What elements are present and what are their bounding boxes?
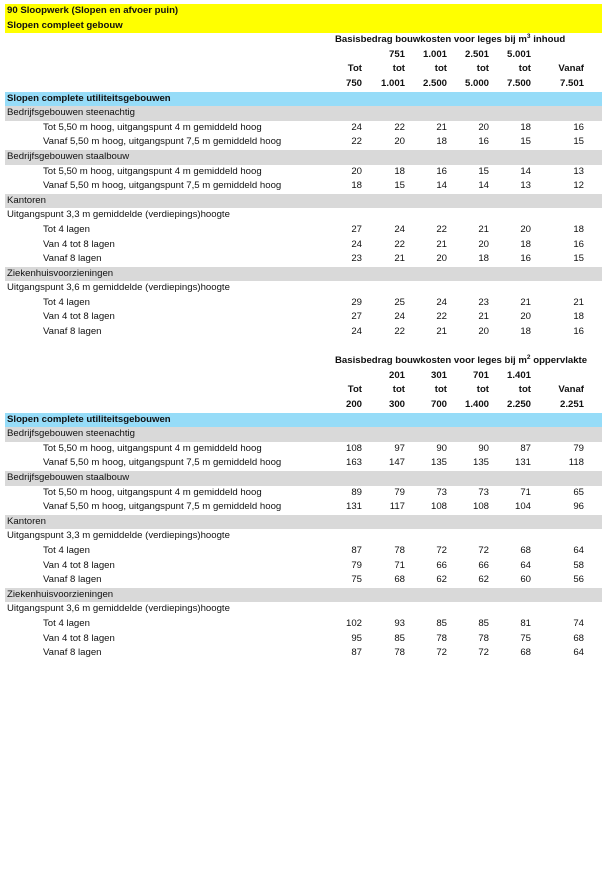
subgroup-row <box>5 529 602 544</box>
cost-table <box>5 33 602 339</box>
column-header: 5.001 <box>506 48 531 60</box>
cost-table <box>5 340 602 661</box>
section-label: Slopen complete utiliteitsgebouwen <box>7 92 171 104</box>
cell-value: 60 <box>520 574 531 586</box>
cell-value: 18 <box>573 311 584 323</box>
cell-value: 79 <box>573 442 584 454</box>
column-header: 2.251 <box>559 399 584 411</box>
row-label: Tot 5,50 m hoog, uitgangspunt 4 m gemiddeld hoog <box>43 442 262 454</box>
column-header-row <box>5 62 602 77</box>
cell-value: 72 <box>478 544 489 556</box>
row-label: Uitgangspunt 3,6 m gemiddelde (verdiepings)hoogte <box>7 282 230 294</box>
subgroup-row <box>5 602 602 617</box>
cell-value: 21 <box>573 296 584 308</box>
cell-value: 16 <box>520 253 531 265</box>
cell-value: 65 <box>573 486 584 498</box>
cell-value: 85 <box>394 632 405 644</box>
cell-value: 79 <box>351 559 362 571</box>
row-label: Vanaf 5,50 m hoog, uitgangspunt 7,5 m gemiddeld hoog <box>43 457 282 469</box>
column-header-row <box>5 77 602 92</box>
cell-value: 62 <box>478 574 489 586</box>
subtitle-row <box>5 19 602 34</box>
cell-value: 13 <box>573 165 584 177</box>
cell-value: 24 <box>394 311 405 323</box>
row-label: Tot 4 lagen <box>43 223 90 235</box>
cell-value: 12 <box>573 180 584 192</box>
cell-value: 118 <box>568 457 584 469</box>
row-label: Vanaf 8 lagen <box>43 574 102 586</box>
column-header: 1.001 <box>422 48 447 60</box>
table-row <box>5 135 602 150</box>
table-row <box>5 486 602 501</box>
column-header: 7.501 <box>559 77 584 89</box>
cell-value: 21 <box>478 311 489 323</box>
cell-value: 85 <box>478 617 489 629</box>
cell-value: 117 <box>389 501 405 513</box>
cell-value: 18 <box>520 326 531 338</box>
column-header: tot <box>392 63 405 75</box>
cell-value: 73 <box>478 486 489 498</box>
cell-value: 15 <box>573 136 584 148</box>
row-label: Tot 4 lagen <box>43 544 90 556</box>
table-heading <box>335 354 587 369</box>
cell-value: 87 <box>351 544 362 556</box>
row-label: Van 4 tot 8 lagen <box>43 311 115 323</box>
cell-value: 104 <box>514 501 531 513</box>
section-row <box>5 92 602 107</box>
cell-value: 20 <box>520 223 531 235</box>
cell-value: 56 <box>573 574 584 586</box>
cell-value: 20 <box>520 311 531 323</box>
row-label: Tot 5,50 m hoog, uitgangspunt 4 m gemiddeld hoog <box>43 165 262 177</box>
cell-value: 79 <box>394 486 405 498</box>
heading-suffix: oppervlakte <box>530 355 588 367</box>
section-row <box>5 413 602 428</box>
cell-value: 64 <box>573 647 584 659</box>
cell-value: 108 <box>430 501 447 513</box>
cell-value: 15 <box>478 165 489 177</box>
column-header: Vanaf <box>558 63 584 75</box>
subgroup-row <box>5 281 602 296</box>
cell-value: 14 <box>436 180 447 192</box>
column-header: tot <box>518 384 531 396</box>
cell-value: 73 <box>436 486 447 498</box>
table-row <box>5 223 602 238</box>
cell-value: 16 <box>436 165 447 177</box>
cell-value: 20 <box>478 326 489 338</box>
cell-value: 20 <box>394 136 405 148</box>
cell-value: 24 <box>351 121 362 133</box>
cell-value: 78 <box>436 632 447 644</box>
column-header: 750 <box>345 77 362 89</box>
column-header: 300 <box>388 399 405 411</box>
column-header-row <box>5 383 602 398</box>
table-row <box>5 456 602 471</box>
cell-value: 23 <box>351 253 362 265</box>
cell-value: 102 <box>345 617 362 629</box>
cell-value: 131 <box>345 501 362 513</box>
cell-value: 147 <box>388 457 405 469</box>
cell-value: 14 <box>478 180 489 192</box>
column-header: 5.000 <box>464 77 489 89</box>
column-header-row <box>5 398 602 413</box>
cell-value: 108 <box>472 501 489 513</box>
tables <box>5 33 602 661</box>
cell-value: 24 <box>351 238 362 250</box>
heading-suffix: inhoud <box>530 34 566 46</box>
cell-value: 95 <box>351 632 362 644</box>
group-row <box>5 106 602 121</box>
blank-row <box>5 340 602 355</box>
cell-value: 22 <box>394 121 405 133</box>
cell-value: 66 <box>478 559 489 571</box>
cell-value: 16 <box>573 238 584 250</box>
cell-value: 20 <box>351 165 362 177</box>
column-header: Tot <box>347 63 362 75</box>
row-label: Uitgangspunt 3,6 m gemiddelde (verdiepings)hoogte <box>7 603 230 615</box>
table-row <box>5 179 602 194</box>
row-label: Vanaf 5,50 m hoog, uitgangspunt 7,5 m gemiddeld hoog <box>43 501 282 513</box>
column-header: tot <box>434 384 447 396</box>
row-label: Kantoren <box>7 515 46 527</box>
section-label: Slopen complete utiliteitsgebouwen <box>7 413 171 425</box>
cell-value: 22 <box>394 238 405 250</box>
group-row <box>5 267 602 282</box>
cell-value: 16 <box>478 136 489 148</box>
heading-superscript: 3 <box>526 33 531 40</box>
cell-value: 18 <box>436 136 447 148</box>
cell-value: 22 <box>436 223 447 235</box>
column-header-row <box>5 48 602 63</box>
row-label: Tot 5,50 m hoog, uitgangspunt 4 m gemiddeld hoog <box>43 486 262 498</box>
cell-value: 68 <box>520 544 531 556</box>
cell-value: 87 <box>520 442 531 454</box>
cell-value: 89 <box>351 486 362 498</box>
cell-value: 71 <box>394 559 405 571</box>
cell-value: 135 <box>430 457 447 469</box>
cell-value: 20 <box>436 253 447 265</box>
cell-value: 93 <box>394 617 405 629</box>
column-header: 7.500 <box>506 77 531 89</box>
table-heading <box>335 33 565 48</box>
table-row <box>5 121 602 136</box>
heading-text: Basisbedrag bouwkosten voor leges bij m <box>335 355 527 367</box>
cell-value: 18 <box>351 180 362 192</box>
row-label: Vanaf 8 lagen <box>43 647 102 659</box>
cell-value: 20 <box>478 121 489 133</box>
cell-value: 108 <box>345 442 362 454</box>
cell-value: 97 <box>394 442 405 454</box>
cell-value: 78 <box>394 544 405 556</box>
cell-value: 24 <box>394 223 405 235</box>
heading-superscript: 2 <box>526 354 531 362</box>
row-label: Ziekenhuisvoorzieningen <box>7 267 114 279</box>
row-label: Van 4 tot 8 lagen <box>43 238 115 250</box>
cell-value: 68 <box>573 632 584 644</box>
column-header: 700 <box>430 399 447 411</box>
cell-value: 29 <box>351 296 362 308</box>
cell-value: 75 <box>520 632 531 644</box>
cell-value: 21 <box>436 121 447 133</box>
cell-value: 18 <box>573 223 584 235</box>
row-label: Tot 5,50 m hoog, uitgangspunt 4 m gemiddeld hoog <box>43 121 262 133</box>
group-row <box>5 150 602 165</box>
row-label: Van 4 tot 8 lagen <box>43 559 115 571</box>
column-header: tot <box>518 63 531 75</box>
table-row <box>5 632 602 647</box>
column-header: 2.500 <box>422 77 447 89</box>
cell-value: 72 <box>478 647 489 659</box>
row-label: Bedrijfsgebouwen staalbouw <box>7 472 130 483</box>
row-label: Van 4 tot 8 lagen <box>43 632 115 644</box>
cell-value: 27 <box>351 223 362 235</box>
table-row <box>5 296 602 311</box>
cell-value: 81 <box>520 617 531 629</box>
cell-value: 96 <box>573 501 584 513</box>
cell-value: 64 <box>520 559 531 571</box>
table-row <box>5 325 602 340</box>
cell-value: 14 <box>520 165 531 177</box>
cell-value: 18 <box>520 121 531 133</box>
row-label: Vanaf 5,50 m hoog, uitgangspunt 7,5 m gemiddeld hoog <box>43 136 282 148</box>
row-label: Ziekenhuisvoorzieningen <box>7 588 114 600</box>
row-label: Tot 4 lagen <box>43 617 90 629</box>
cell-value: 27 <box>351 311 362 323</box>
page-subtitle: Slopen compleet gebouw <box>7 19 123 31</box>
column-header: Vanaf <box>558 384 584 396</box>
column-header: 701 <box>472 369 489 381</box>
group-row <box>5 427 602 442</box>
cell-value: 135 <box>472 457 489 469</box>
column-header: tot <box>476 384 489 396</box>
cell-value: 15 <box>573 253 584 265</box>
column-header: Tot <box>347 384 362 396</box>
page-title: 90 Sloopwerk (Slopen en afvoer puin) <box>7 5 179 16</box>
cell-value: 66 <box>436 559 447 571</box>
cell-value: 21 <box>478 223 489 235</box>
cell-value: 90 <box>436 442 447 454</box>
cell-value: 22 <box>394 326 405 338</box>
row-label: Vanaf 8 lagen <box>43 253 102 265</box>
row-label: Uitgangspunt 3,3 m gemiddelde (verdiepings)hoogte <box>7 209 230 221</box>
title-row <box>5 4 602 19</box>
cell-value: 68 <box>394 574 405 586</box>
cell-value: 21 <box>520 296 531 308</box>
cell-value: 20 <box>478 238 489 250</box>
column-header: 2.501 <box>464 48 489 60</box>
cell-value: 72 <box>436 647 447 659</box>
group-row <box>5 194 602 209</box>
cell-value: 16 <box>573 326 584 338</box>
table-row <box>5 646 602 661</box>
column-header: 2.250 <box>506 399 531 411</box>
cell-value: 21 <box>436 326 447 338</box>
spreadsheet <box>5 4 602 661</box>
cell-value: 71 <box>520 486 531 498</box>
column-header: 1.400 <box>464 399 489 411</box>
cell-value: 22 <box>351 136 362 148</box>
row-label: Tot 4 lagen <box>43 296 90 308</box>
cell-value: 21 <box>394 253 405 265</box>
column-header: tot <box>476 63 489 75</box>
table-row <box>5 573 602 588</box>
cell-value: 25 <box>394 296 405 308</box>
cell-value: 23 <box>478 296 489 308</box>
table-row <box>5 252 602 267</box>
cell-value: 72 <box>436 544 447 556</box>
cell-value: 18 <box>478 253 489 265</box>
table-row <box>5 165 602 180</box>
heading-text: Basisbedrag bouwkosten voor leges bij m <box>335 34 527 46</box>
cell-value: 78 <box>478 632 489 644</box>
column-header: 301 <box>430 369 447 381</box>
row-label: Vanaf 8 lagen <box>43 326 102 338</box>
cell-value: 87 <box>351 647 362 659</box>
table-row <box>5 500 602 515</box>
subgroup-row <box>5 208 602 223</box>
row-label: Kantoren <box>7 194 46 206</box>
cell-value: 68 <box>520 647 531 659</box>
cell-value: 58 <box>573 559 584 571</box>
cell-value: 64 <box>573 544 584 556</box>
cell-value: 15 <box>394 180 405 192</box>
heading-row <box>5 33 602 48</box>
column-header: 1.401 <box>506 369 531 381</box>
table-row <box>5 559 602 574</box>
table-row <box>5 544 602 559</box>
cell-value: 15 <box>520 136 531 148</box>
group-row <box>5 515 602 530</box>
cell-value: 85 <box>436 617 447 629</box>
cell-value: 21 <box>436 238 447 250</box>
cell-value: 16 <box>573 121 584 133</box>
table-row <box>5 238 602 253</box>
column-header: 1.001 <box>380 77 405 89</box>
cell-value: 163 <box>345 457 362 469</box>
cell-value: 75 <box>351 574 362 586</box>
cell-value: 13 <box>520 180 531 192</box>
row-label: Uitgangspunt 3,3 m gemiddelde (verdiepings)hoogte <box>7 530 230 542</box>
row-label: Bedrijfsgebouwen steenachtig <box>7 107 136 119</box>
cell-value: 24 <box>436 296 447 308</box>
table-row <box>5 310 602 325</box>
cell-value: 18 <box>394 165 405 177</box>
cell-value: 78 <box>394 647 405 659</box>
cell-value: 90 <box>478 442 489 454</box>
heading-row <box>5 354 602 369</box>
cell-value: 24 <box>351 326 362 338</box>
row-label: Bedrijfsgebouwen staalbouw <box>7 150 130 162</box>
row-label: Vanaf 5,50 m hoog, uitgangspunt 7,5 m gemiddeld hoog <box>43 180 282 192</box>
cell-value: 22 <box>436 311 447 323</box>
cell-value: 18 <box>520 238 531 250</box>
row-label: Bedrijfsgebouwen steenachtig <box>7 428 136 440</box>
column-header: 200 <box>345 399 362 411</box>
column-header-row <box>5 369 602 384</box>
cell-value: 74 <box>573 617 584 629</box>
table-row <box>5 442 602 457</box>
column-header: 201 <box>388 369 405 381</box>
column-header: 751 <box>388 48 405 60</box>
cell-value: 131 <box>514 457 531 469</box>
column-header: tot <box>434 63 447 75</box>
group-row <box>5 588 602 603</box>
cell-value: 62 <box>436 574 447 586</box>
group-row <box>5 471 602 486</box>
table-row <box>5 617 602 632</box>
column-header: tot <box>392 384 405 396</box>
